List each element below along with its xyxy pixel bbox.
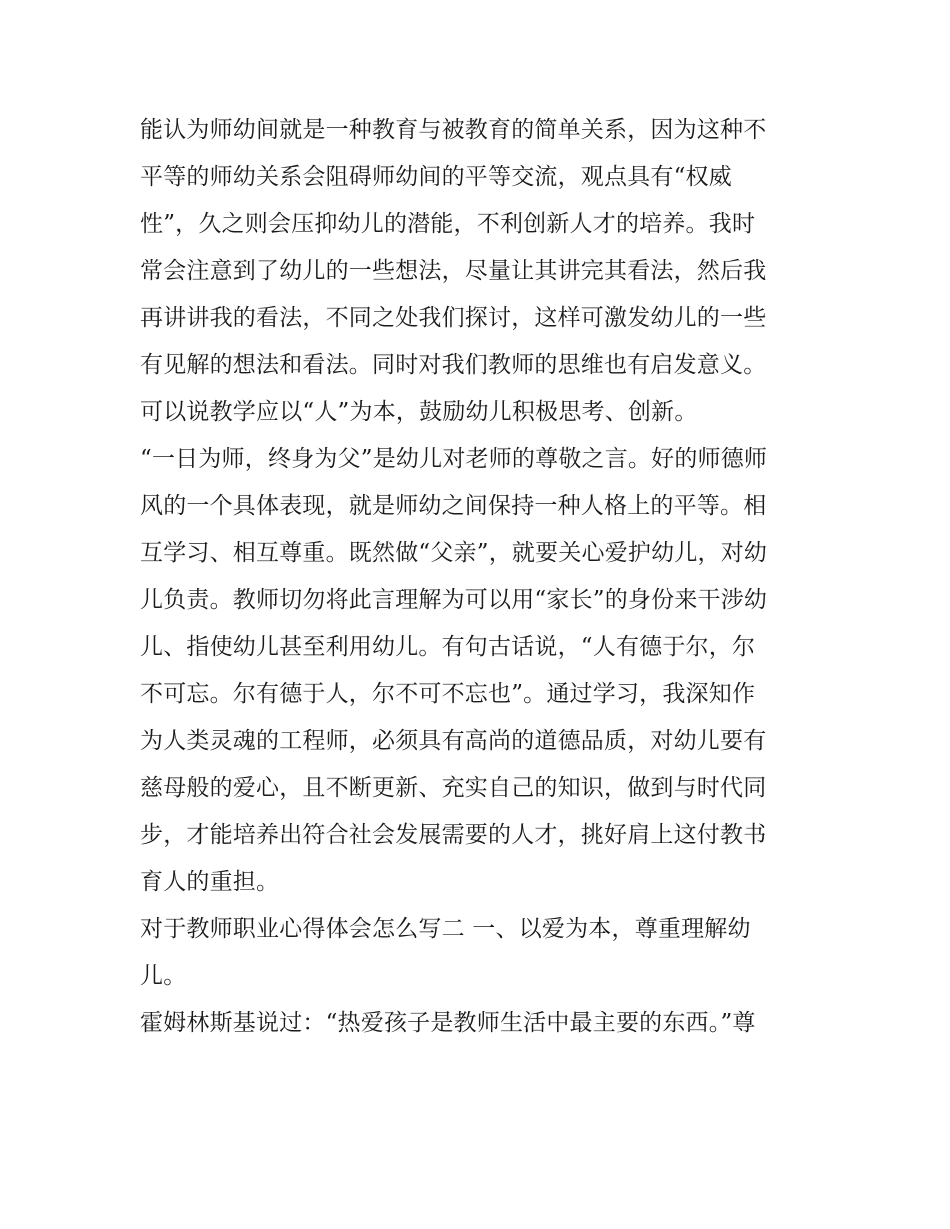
- text-line: 儿。: [140, 963, 187, 989]
- text-line: 互学习、相互尊重。既然做“父亲”，就要关心爱护幼儿，对幼: [140, 540, 768, 566]
- text-line: 慈母般的爱心，且不断更新、充实自己的知识，做到与时代同: [140, 775, 767, 801]
- text-line: 不可忘。尔有德于人，尔不可不忘也”。通过学习，我深知作: [140, 681, 756, 707]
- text-line: 霍姆林斯基说过：“热爱孩子是教师生活中最主要的东西。”尊: [140, 1010, 756, 1036]
- text-line: 对于教师职业心得体会怎么写二 一、以爱为本，尊重理解幼: [140, 916, 751, 942]
- text-line: 儿、指使幼儿甚至利用幼儿。有句古话说，“人有德于尔，尔: [140, 634, 756, 660]
- text-line: “一日为师，终身为父”是幼儿对老师的尊敬之言。好的师德师: [140, 446, 768, 472]
- text-line: 风的一个具体表现，就是师幼之间保持一种人格上的平等。相: [140, 493, 767, 519]
- text-line: 可以说教学应以“人”为本，鼓励幼儿积极思考、创新。: [140, 399, 698, 425]
- text-line: 能认为师幼间就是一种教育与被教育的简单关系，因为这种不: [140, 117, 767, 143]
- text-line: 步，才能培养出符合社会发展需要的人才，挑好肩上这付教书: [140, 822, 767, 848]
- text-line: 为人类灵魂的工程师，必须具有高尚的道德品质，对幼儿要有: [140, 728, 767, 754]
- text-line: 常会注意到了幼儿的一些想法，尽量让其讲完其看法，然后我: [140, 258, 767, 284]
- body-text: [140, 107, 820, 1047]
- text-line: 育人的重担。: [140, 869, 280, 895]
- text-line: 有见解的想法和看法。同时对我们教师的思维也有启发意义。: [140, 352, 767, 378]
- text-line: 再讲讲我的看法，不同之处我们探讨，这样可激发幼儿的一些: [140, 305, 767, 331]
- text-line: 儿负责。教师切勿将此言理解为可以用“家长”的身份来干涉幼: [140, 587, 768, 613]
- text-line: 平等的师幼关系会阻碍师幼间的平等交流，观点具有“权威: [140, 164, 732, 190]
- text-line: 性”，久之则会压抑幼儿的潜能，不利创新人才的培养。我时: [140, 211, 756, 237]
